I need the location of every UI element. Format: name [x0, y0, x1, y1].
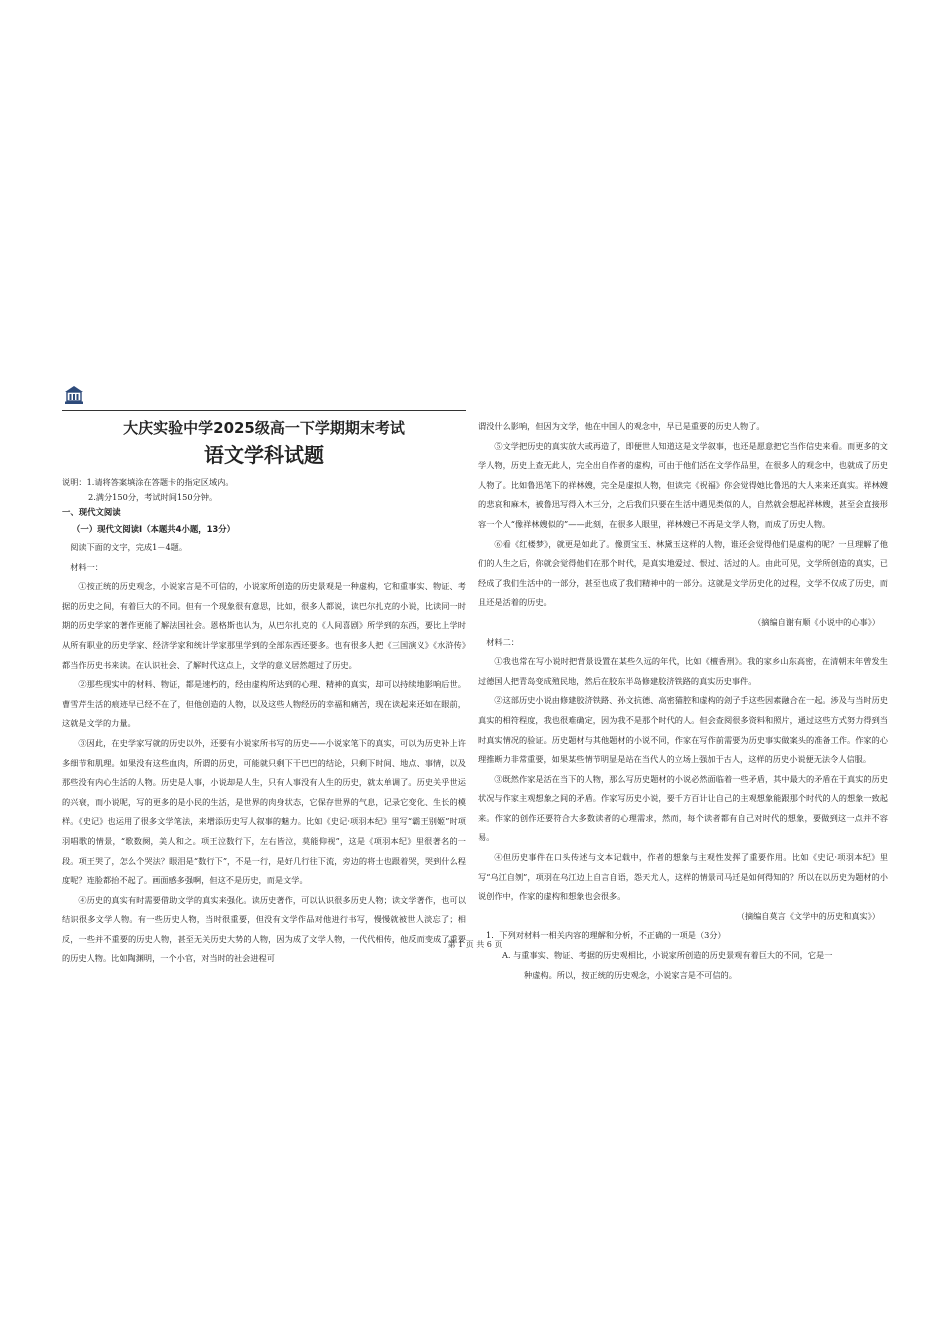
source-citation-1: （摘编自谢有顺《小说中的心事》） [753, 616, 880, 627]
paragraph: ③既然作家是活在当下的人物，那么写历史题材的小说必然面临着一些矛盾，其中最大的矛盾在于真实的历史状况与作家主观想象之间的矛盾。作家写历史小说，要千方百计让自己的主观想象能跟那个时代的人的想象一致起来。作家的创作还要符合大多数读者的心理需求，然而，每个读者都有自己对时代的想象，要做到这一点并不容易。 [478, 773, 888, 843]
left-column [62, 417, 466, 969]
instruction-line-2: 2.满分150分，考试时间150分钟。 [88, 491, 218, 502]
paragraph: ①按正统的历史观念，小说家言是不可信的，小说家所创造的历史景观是一种虚构，它和重事实、物证、考据的历史之间，有着巨大的不同。但有一个现象很有意思，比如，很多人都说，读巴尔扎克的小说，比读同一时期的历史学家的著作更能了解法国社会。恩格斯也认为，从巴尔扎克的《人间喜剧》所学到的东西，要比上学时从所有职业的历史学家、经济学家和统计学家那里学到的全部东西还要多。也有很多人把《三国演义》《水浒传》都当作历史书来读。在认识社会、了解时代这点上，文学的意义居然超过了历史。 [62, 581, 466, 670]
reading-prompt: 阅读下面的文字，完成1－4题。 [70, 542, 188, 552]
material-2-label: 材料二： [486, 636, 519, 647]
instruction-line-1: 说明：1.请将答案填涂在答题卡的指定区域内。 [62, 477, 234, 487]
question-1-option-a: A. 与重事实、物证、考据的历史观相比，小说家所创造的历史景观有着巨大的不同，它是一 [502, 950, 833, 961]
subject-title: 语文学科试题 [204, 443, 324, 467]
paragraph: ④但历史事件在口头传述与文本记载中，作者的想象与主观性发挥了重要作用。比如《史记·项羽本纪》里写“乌江自刎”，项羽在乌江边上自言自语，怨天尤人，这样的情景司马迁是如何得知的？所以在以历史为题材的小说创作中，作家的虚构和想象也会很多。 [478, 852, 888, 902]
right-column [478, 417, 888, 985]
exam-title: 大庆实验中学2025级高一下学期期末考试 [123, 419, 405, 437]
paragraph: ②这部历史小说由修建胶济铁路、孙文抗德、高密猫腔和虚构的刽子手这些因素融合在一起。涉及与当时历史真实的相符程度，我也很难确定，因为我不是那个时代的人。但会查阅很多资料和照片，通过这些方式努力得到当时真实情况的验证。历史题材与其他题材的小说不同，作家在写作前需要为历史事实做案头的准备工作。作家的心理推断力非常重要，如果某些情节明显是站在当代人的立场上强加于古人，这样的历史小说便无法令人信服。 [478, 695, 888, 765]
paragraph: ②那些现实中的材料、物证，都是速朽的，经由虚构所达到的心理、精神的真实，却可以持续地影响后世。曹雪芹生活的痕迹早已经不在了，但他创造的人物，以及这些人物经历的幸福和痛苦，现在读起来还如在眼前，这就是文学的力量。 [62, 679, 466, 729]
paragraph: ⑤文学把历史的真实放大或再造了，即便世人知道这是文学叙事，也还是愿意把它当作信史来看。而更多的文学人物，历史上查无此人，完全出自作者的虚构，可由于他们活在文学作品里，在很多人的观念中，也就成了历史人物了。比如鲁迅笔下的祥林嫂，完全是虚拟人物，但读完《祝福》你会觉得她比鲁迅的大人来来还真实。祥林嫂的悲哀和麻木，被鲁迅写得入木三分，之后我们只要在生活中遇见类似的人，自然就会想起祥林嫂，甚至会直接形容一个人“像祥林嫂似的”——此刻，在很多人眼里，祥林嫂已不再是文学人物，而成了历史人物。 [478, 440, 888, 529]
header-rule [62, 410, 466, 411]
paragraph: ③因此，在史学家写就的历史以外，还要有小说家所书写的历史——小说家笔下的真实，可以为历史补上许多细节和肌理。如果没有这些血肉，所谓的历史，可能就只剩下干巴巴的结论，只剩下时间、地点、事情，以及那些没有内心生活的人物。历史是人事，小说却是人生，只有人事没有人生的历史，就太单调了。历史关乎世运的兴衰，而小说呢，写的更多的是小民的生活，是世界的肉身状态，它保存世界的气息，记录它变化、生长的模样。《史记》也运用了很多文学笔法，来增添历史写人叙事的魅力。比如《史记·项羽本纪》里写“霸王别姬”时项羽唱歌的情景，“歌数阕，美人和之。项王泣数行下，左右皆泣，莫能仰视”，这是《项羽本纪》里很著名的一段。项王哭了，怎么个哭法？眼泪是“数行下”，不是一行，是好几行往下流，旁边的将士也跟着哭，哭到什么程度呢？连脸都抬不起了。画面感多强啊，但这不是历史，而是文学。 [62, 737, 466, 886]
instructions [62, 475, 466, 504]
question-1-stem: 1．下列对材料一相关内容的理解和分析，不正确的一项是（3分） [486, 930, 726, 941]
page-number: 第 1 页 共 6 页 [447, 940, 503, 949]
source-citation-2: （摘编自莫言《文学中的历史和真实》） [736, 910, 880, 921]
school-crest-icon [62, 383, 86, 407]
question-1-option-a-continued: 种虚构。所以，按正统的历史观念，小说家言是不可信的。 [524, 969, 737, 980]
section-heading: 一、现代文阅读 [62, 507, 121, 517]
paragraph: 谓没什么影响，但因为文学，他在中国人的观念中，早已是重要的历史人物了。 [478, 421, 765, 431]
material-1-label: 材料一： [70, 561, 103, 572]
paragraph: ④历史的真实有时需要借助文学的真实来强化。读历史著作，可以认识很多历史人物；读文学著作，也可以结识很多文学人物。有一些历史人物，当时很重要，但没有文学作品对他进行书写，慢慢就被世人淡忘了；相反，一些并不重要的历史人物，甚至无关历史大势的人物，因为成了文学人物，一代代相传，他反而变成了重要的历史人物。比如陶渊明，一个小官，对当时的社会进程可 [62, 894, 466, 964]
subsection-heading: （一）现代文阅读Ⅰ（本题共4小题，13分） [72, 524, 235, 534]
paragraph: ①我也常在写小说时把背景设置在某些久远的年代，比如《檀香刑》。我的家乡山东高密，在清朝末年曾发生过德国人把青岛变成殖民地，然后在胶东半岛修建胶济铁路的真实历史事件。 [478, 656, 888, 686]
paragraph: ⑥看《红楼梦》，就更是如此了。像贾宝玉、林黛玉这样的人物，谁还会觉得他们是虚构的呢？一旦理解了他们的人生之后，你就会觉得他们在那个时代，是真实地爱过、恨过、活过的人。由此可见，文学所创造的真实，已经成了我们生活中的一部分，甚至也成了我们精神中的一部分。这就是文学历史化的过程，文学不仅成了历史，而且还是活着的历史。 [478, 538, 888, 608]
